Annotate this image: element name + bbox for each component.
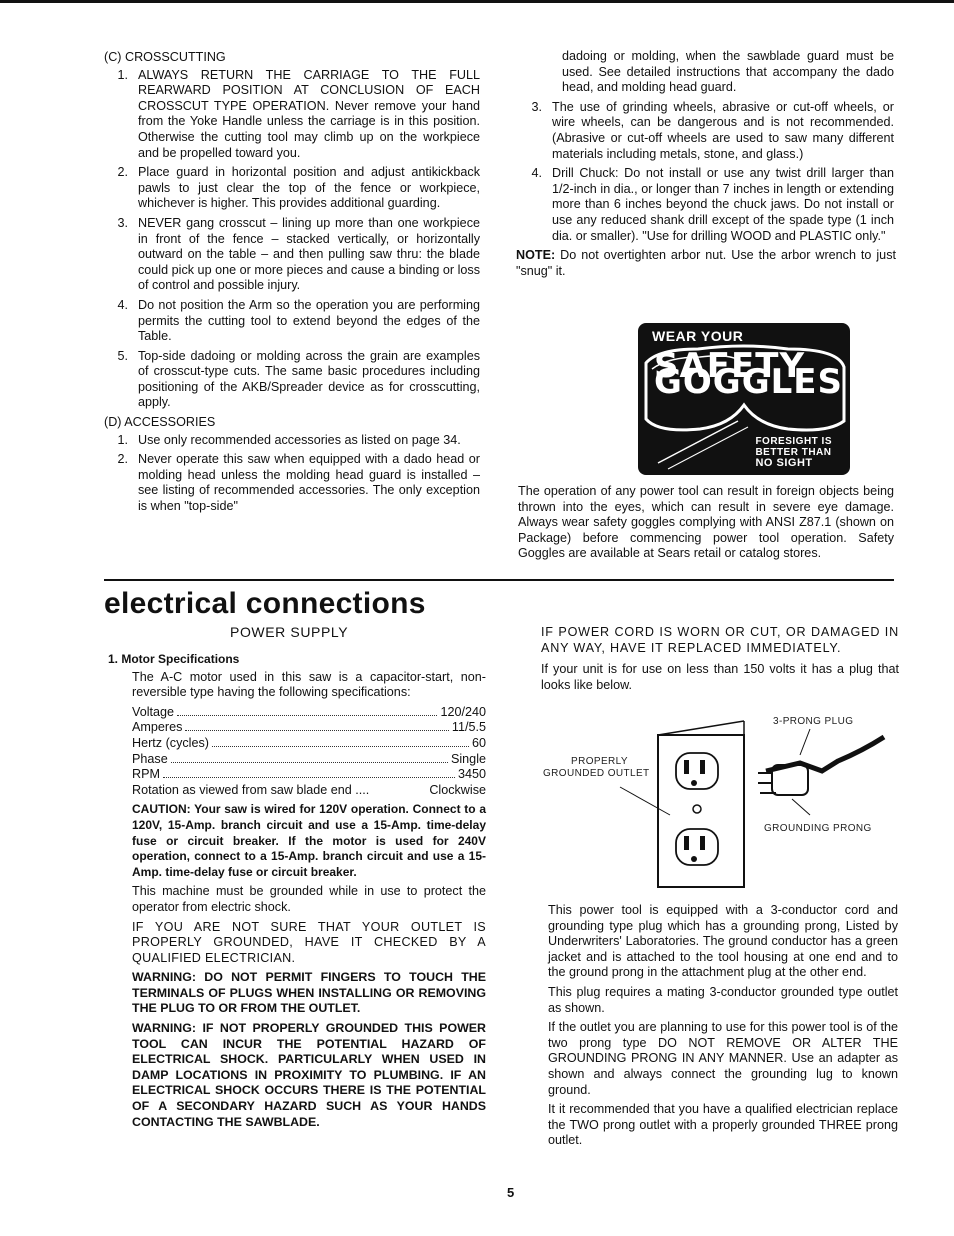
label-3-prong-plug: 3-PRONG PLUG (773, 716, 854, 727)
motor-intro: The A-C motor used in this saw is a capacitor-start, non-reversible type having the following specifications: (132, 669, 486, 700)
crosscutting-item-5: 5. Top-side dadoing or molding across the grain are examples of crosscut-type cuts. The same basic procedures including positioning of the AKB/Spreader device as for crosscutting, apply. (117, 348, 480, 410)
section-title: electrical connections (104, 587, 426, 620)
warning-grounded: WARNING: IF NOT PROPERLY GROUNDED THIS POWER TOOL CAN INCUR THE POTENTIAL HAZARD OF ELECTRICAL SHOCK. PARTICULARLY WHEN USED IN DAMP LOCATIONS IN PROXIMITY TO PLUMBING. IF AN ELECTRICAL SHOCK OCCURS THERE IS THE POTENTIAL OF A SECONDARY HAZARD SUCH AS YOUR HANDS CONTACTING THE SAWBLADE. (132, 1021, 486, 1129)
crosscutting-section (104, 50, 480, 519)
section-divider (104, 579, 894, 581)
grounding-para-4: It it recommended that you have a qualified electrician replace the TWO prong outlet with a properly grounded THREE prong outlet. (548, 1102, 898, 1148)
accessories-item-1: 1. Use only recommended accessories as listed on page 34. (117, 432, 461, 447)
crosscutting-item-1: 1. ALWAYS RETURN THE CARRIAGE TO THE FULL REARWARD POSITION AT CONCLUSION OF EACH CROSSCUT TYPE OPERATION. Never remove your hand from the Yoke Handle unless the carriage is in this position. Otherwise the cutting tool may climb up on the workpiece and be propelled toward you. (117, 67, 480, 160)
label-grounding-prong: GROUNDING PRONG (764, 823, 872, 834)
warning-fingers: WARNING: DO NOT PERMIT FINGERS TO TOUCH THE TERMINALS OF PLUGS WHEN INSTALLING OR REMOVING THE PLUG TO OR FROM THE OUTLET. (132, 970, 486, 1016)
power-cord-section (541, 625, 899, 697)
top-rule (0, 0, 954, 3)
accessories-item-2: 2. Never operate this saw when equipped with a dado head or molding head unless the molding head guard is installed – see listing of recommended accessories. The only exception is when "top-side" (117, 452, 480, 514)
grounding-para-2: This plug requires a mating 3-conductor grounded type outlet as shown. (548, 984, 898, 1015)
outlet-plug-illustration (600, 715, 890, 900)
arbor-note: NOTE: Do not overtighten arbor nut. Use the arbor wrench to just "snug" it. (516, 248, 896, 278)
motor-specifications (108, 652, 486, 1134)
spec-list (132, 705, 486, 799)
page-number: 5 (507, 1185, 515, 1200)
label-grounded-outlet: GROUNDED OUTLET (543, 768, 650, 779)
caution-text: CAUTION: Your saw is wired for 120V operation. Connect to a 120V, 15-Amp. branch circuit and use a 15-Amp. time-delay fuse or circuit breaker. If the motor is used for 240V operation, connect to a 15-Amp. branch circuit and use a 15-Amp. time-delay fuse or circuit breaker. (132, 802, 486, 879)
spec-amperes: Amperes 11/5.5 (132, 720, 486, 735)
grounding-text (548, 903, 898, 1153)
cord-warning: IF POWER CORD IS WORN OR CUT, OR DAMAGED IN ANY WAY, HAVE IT REPLACED IMMEDIATELY. (541, 625, 899, 655)
motor-heading: 1. Motor Specifications (108, 652, 240, 666)
foresight-slogan: FORESIGHT IS BETTER THAN NO SIGHT (755, 436, 832, 469)
accessories-item-4: 4. Drill Chuck: Do not install or use any twist drill larger than 1/2-inch in dia., or longer than 7 inches in length or extending more than 6 inches beyond the chuck jaws. Do not install or use any reduced shank drill except of the spade type (1 inch dia. or smaller). "Use for drilling WOOD and PLASTIC only." (531, 166, 894, 243)
crosscutting-item-4: 4. Do not position the Arm so the operation you are performing permits the cutting tool to extend beyond the edges of the Table. (117, 297, 480, 344)
spec-phase: Phase Single (132, 751, 486, 766)
accessories-item-3: 3. The use of grinding wheels, abrasive or cut-off wheels, or wire wheels, can be dangerous and is not recommended. (Abrasive or cut-off wheels are used to saw many different materials including metals, stone, and glass.) (531, 99, 894, 161)
less-150-text: If your unit is for use on less than 150 volts it has a plug that looks like below. (541, 662, 899, 692)
section-subtitle: POWER SUPPLY (230, 624, 349, 640)
accessories-heading: (D) ACCESSORIES (104, 415, 216, 430)
label-properly: PROPERLY (571, 756, 628, 767)
accessories-continued (516, 49, 894, 283)
accessories-continued-text: dadoing or molding, when the sawblade guard must be used. See detailed instructions that accompany the dado head, and molding head guard. (562, 49, 894, 95)
grounding-para-1: This power tool is equipped with a 3-conductor cord and grounding type plug which has a grounding prong, Listed by Underwriters' Laboratories. The ground conductor has a green jacket and is attached to the tool housing at one end and to the ground prong in the attachment plug at the other end. (548, 903, 898, 980)
safety-goggles-graphic (638, 323, 850, 475)
crosscutting-heading: (C) CROSSCUTTING (104, 50, 226, 64)
spec-hertz: Hertz (cycles) 60 (132, 735, 486, 750)
safety-goggles-text: SAFETY GOGGLES (654, 346, 844, 402)
goggles-paragraph: The operation of any power tool can result in foreign objects being thrown into the eyes, which can result in severe eye damage. Always wear safety goggles complying with ANSI Z87.1 (shown on Package) before commencing power tool operation. Safety Goggles are available at Sears retail or catalog stores. (518, 484, 894, 561)
spec-voltage: Voltage 120/240 (132, 704, 486, 719)
spec-rotation: Rotation as viewed from saw blade end .... Clockwise (132, 782, 486, 797)
grounded-text: This machine must be grounded while in use to protect the operator from electric shock. (132, 884, 486, 914)
crosscutting-item-3: 3. NEVER gang crosscut – lining up more than one workpiece in front of the fence – stacked vertically, or horizontally outward on the table – and then pulling saw thru: the blade could pick up one or more pieces and cause a binding or loss of control and possible injury. (117, 215, 480, 293)
wear-your-text: WEAR YOUR (652, 328, 744, 344)
crosscutting-item-2: 2. Place guard in horizontal position and adjust antikickback pawls to just clear the top of the fence or workpiece, whichever is higher. This provides additional guarding. (117, 165, 480, 211)
spec-rpm: RPM 3450 (132, 767, 486, 782)
grounding-para-3: If the outlet you are planning to use for this power tool is of the two prong type DO NOT REMOVE OR ALTER THE GROUNDING PRONG IN ANY MANNER. Use an adapter as shown and always connect the grounding lug to known ground. (548, 1020, 898, 1097)
not-sure-text: IF YOU ARE NOT SURE THAT YOUR OUTLET IS PROPERLY GROUNDED, HAVE IT CHECKED BY A QUALIFIED ELECTRICIAN. (132, 919, 486, 965)
